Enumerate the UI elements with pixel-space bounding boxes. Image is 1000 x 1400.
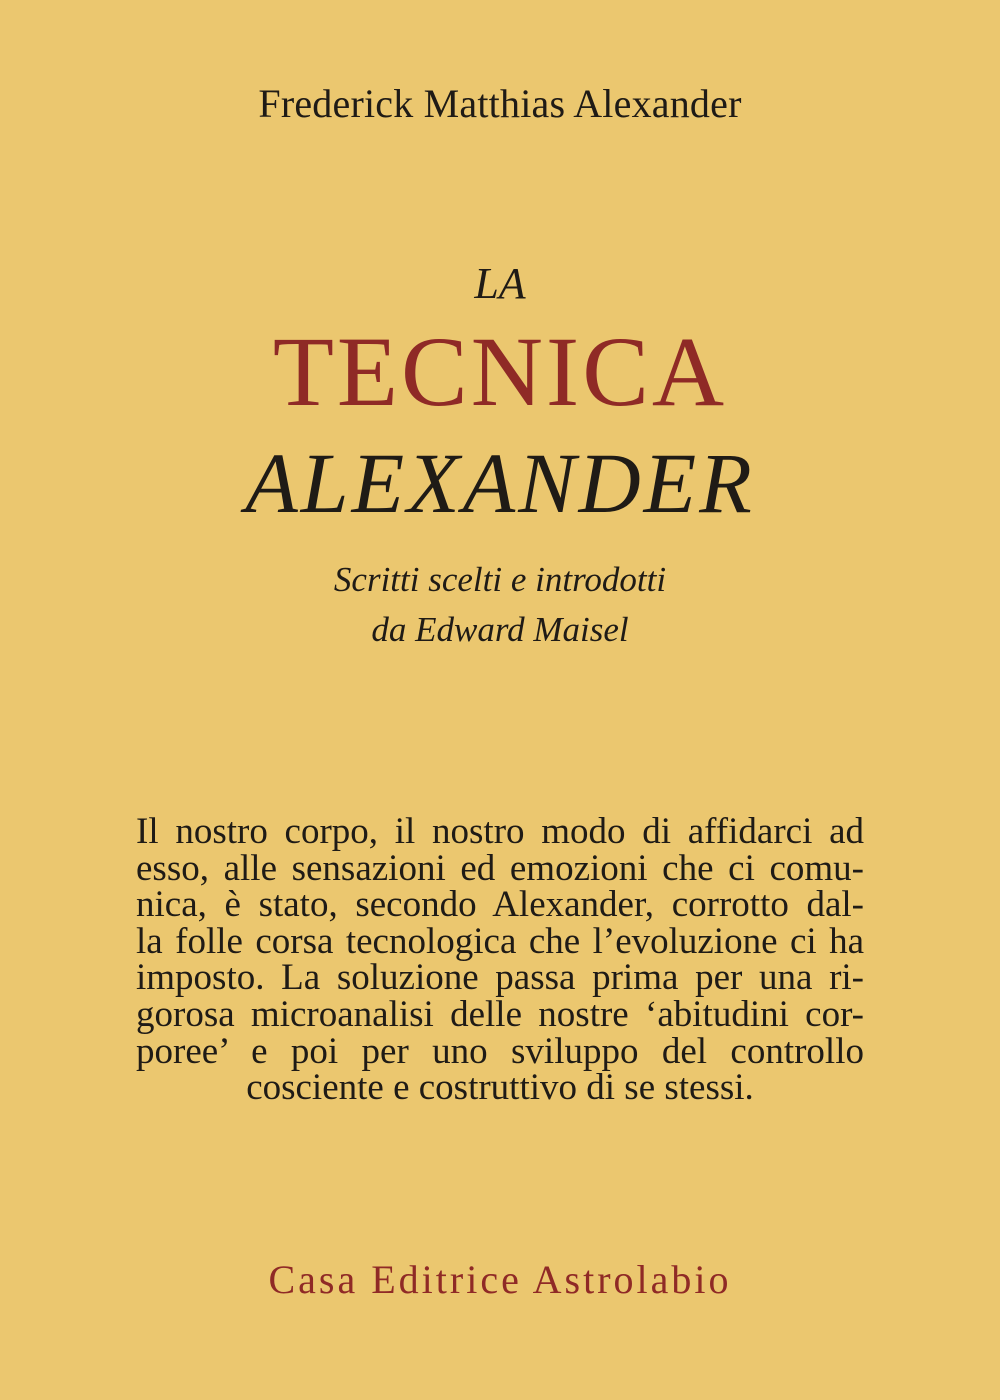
description-line: la folle corsa tecnologica che l’evoluzione ci ha [136,920,864,962]
author-name: Frederick Matthias Alexander [258,81,742,126]
subtitle-line-1: Scritti scelti e introdotti [333,560,667,599]
subtitle-line-2: da Edward Maisel [371,610,629,649]
title-main: TECNICA [272,316,728,427]
description-line: Il nostro corpo, il nostro modo di affidarci ad [136,811,864,852]
description-line: imposto. La soluzione passa prima per una ri- [136,957,864,999]
description-line: esso, alle sensazioni ed emozioni che ci comu- [136,847,864,889]
description-line: gorosa microanalisi delle nostre ‘abitudini cor- [136,993,864,1035]
description-blurb [136,811,864,1109]
subtitle [0,555,1000,655]
title-name: ALEXANDER [245,435,755,531]
description-line: nica, è stato, secondo Alexander, corrotto dal- [136,884,864,926]
title-prefix: LA [474,259,526,308]
description-line: cosciente e costruttivo di se stessi. [246,1067,754,1109]
publisher-name: Casa Editrice Astrolabio [268,1257,732,1302]
description-line: poree’ e poi per uno sviluppo del controllo [136,1030,864,1072]
